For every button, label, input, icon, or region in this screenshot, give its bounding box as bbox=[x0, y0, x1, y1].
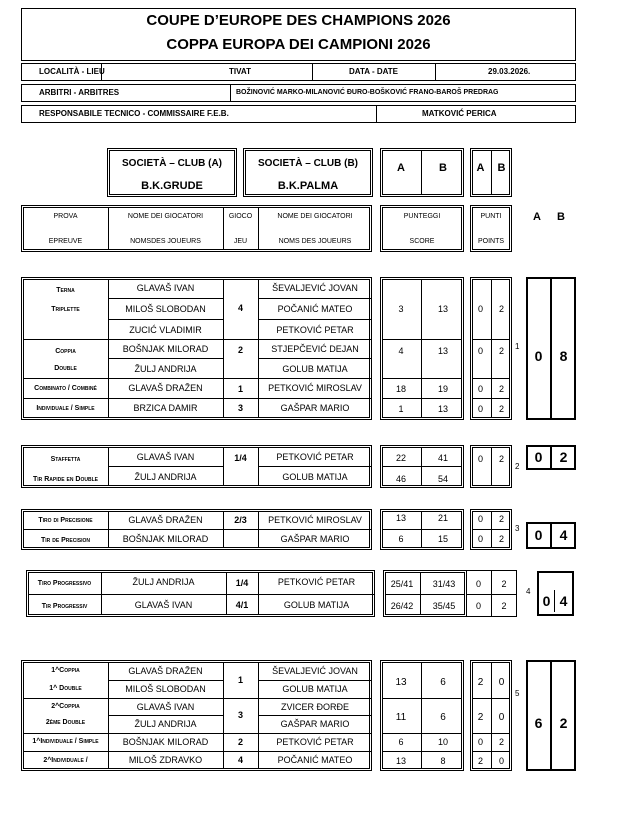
individuale-label: Individuale / Simple bbox=[36, 405, 95, 412]
s1-a-3: BOŠNJAK MILORAD bbox=[122, 344, 209, 354]
s3-score-b-0: 21 bbox=[437, 513, 448, 523]
s5-a-2: GLAVAŠ IVAN bbox=[136, 702, 195, 712]
s4-pts-a-1: 0 bbox=[475, 601, 481, 611]
s5-pts-b-2: 2 bbox=[498, 737, 504, 747]
s4-pts-b-1: 2 bbox=[501, 601, 507, 611]
s1-a-5: GLAVAŠ DRAŽEN bbox=[128, 383, 203, 393]
s5-b-1: GOLUB MATIJA bbox=[282, 684, 348, 694]
s5-score-b-0: 6 bbox=[440, 677, 446, 688]
s2-num: 2 bbox=[515, 462, 520, 471]
s4-b-1: GOLUB MATIJA bbox=[283, 600, 350, 610]
coppia1-label: 1^Coppia bbox=[51, 667, 80, 674]
s3-score-a-1: 6 bbox=[398, 534, 404, 544]
tir-prog-label: Tir Progressiv bbox=[41, 603, 88, 610]
club-b-name: B.K.PALMA bbox=[277, 180, 339, 192]
s2-score-a-1: 46 bbox=[395, 474, 406, 484]
s2-total-a: 0 bbox=[534, 449, 543, 465]
s4-a-0: ŽULJ ANDRIJA bbox=[132, 577, 195, 587]
s1-score-a-3: 1 bbox=[398, 404, 404, 414]
s1-b-4: GOLUB MATIJA bbox=[282, 364, 348, 374]
s5-score-a-3: 13 bbox=[395, 756, 406, 766]
club-a-label: SOCIETÀ – CLUB (A) bbox=[122, 158, 222, 169]
s4-pts-b-0: 2 bbox=[501, 579, 507, 589]
s5-score-a-1: 11 bbox=[395, 712, 407, 723]
s2-a-1: ŽULJ ANDRIJA bbox=[134, 472, 197, 482]
coppia-label: Coppia bbox=[55, 348, 76, 355]
s1-b-5: PETKOVIĆ MIROSLAV bbox=[268, 383, 362, 393]
referees-value: BOŽINOVIĆ MARKO-MILANOVIĆ ĐURO-BOŠKOVIĆ FRANO-BAROŠ PREDRAG bbox=[236, 89, 499, 96]
s1-score-a-1: 4 bbox=[398, 346, 404, 356]
tir-prec-label: Tir de Precision bbox=[41, 537, 90, 544]
title-fr: COUPE D’EUROPE DES CHAMPIONS 2026 bbox=[146, 12, 451, 29]
s5-pts-a-3: 2 bbox=[477, 756, 483, 766]
s5-b-2: ZVICER ĐORĐE bbox=[280, 702, 349, 712]
s5-a-0: GLAVAŠ DRAŽEN bbox=[128, 666, 203, 676]
s1-pts-a-3: 0 bbox=[477, 404, 483, 414]
date-label: DATA - DATE bbox=[348, 67, 399, 76]
s4-score-b-1: 35/45 bbox=[432, 601, 456, 611]
club-b-label: SOCIETÀ – CLUB (B) bbox=[258, 158, 358, 169]
s3-jeu: 2/3 bbox=[234, 515, 247, 525]
ind2-label: 2^Individuale / bbox=[43, 757, 88, 764]
s1-pts-b-3: 2 bbox=[498, 404, 504, 414]
s5-score-a-0: 13 bbox=[395, 677, 407, 688]
s3-pts-b-1: 2 bbox=[498, 534, 504, 544]
epreuve-head: EPREUVE bbox=[48, 238, 83, 245]
s1-b-1: POČANIĆ MATEO bbox=[277, 304, 353, 314]
pts-col-a-head: A bbox=[476, 162, 485, 174]
s4-pts-a-0: 0 bbox=[475, 579, 481, 589]
s5-total-a: 6 bbox=[534, 715, 543, 731]
s1-a-2: ZUCIĆ VLADIMIR bbox=[129, 325, 202, 335]
gioco-head: GIOCO bbox=[228, 213, 253, 220]
s5-b-3: GAŠPAR MARIO bbox=[280, 719, 350, 729]
locality-value: TIVAT bbox=[229, 67, 251, 76]
s5-total-b: 2 bbox=[559, 715, 568, 731]
total-a-head: A bbox=[533, 211, 541, 223]
pts-col-b-head: B bbox=[497, 162, 506, 174]
s2-a-0: GLAVAŠ IVAN bbox=[136, 452, 195, 462]
s4-score-a-1: 26/42 bbox=[390, 601, 414, 611]
s3-total-b: 4 bbox=[559, 527, 568, 543]
s2-b-1: GOLUB MATIJA bbox=[282, 472, 348, 482]
s2-score-b-0: 41 bbox=[437, 453, 448, 463]
s3-a-1: BOŠNJAK MILORAD bbox=[122, 534, 209, 544]
s1-b-3: STJEPČEVIĆ DEJAN bbox=[271, 344, 359, 354]
s3-total-a: 0 bbox=[534, 527, 543, 543]
s5-a-1: MILOŠ SLOBODAN bbox=[125, 684, 206, 694]
s5-jeu-2: 2 bbox=[237, 737, 243, 747]
s1-score-b-0: 13 bbox=[437, 304, 448, 314]
locality-label: LOCALITÀ - LIEU bbox=[39, 67, 105, 76]
score-head: SCORE bbox=[409, 238, 435, 245]
s2-pts-b: 2 bbox=[498, 454, 504, 464]
coppia2-label: 2^Coppia bbox=[51, 703, 80, 710]
s5-score-b-1: 6 bbox=[440, 712, 446, 723]
noms-b-head: NOMS DES JOUEURS bbox=[278, 238, 352, 245]
club-a-name: B.K.GRUDE bbox=[141, 180, 203, 192]
s1-a-0: GLAVAŠ IVAN bbox=[136, 283, 195, 293]
s1-score-b-2: 19 bbox=[437, 384, 448, 394]
combinato-label: Combinato / Combiné bbox=[34, 385, 97, 392]
terna-label: Terna bbox=[56, 287, 75, 294]
s3-pts-b-0: 2 bbox=[498, 514, 504, 524]
s1-score-a-2: 18 bbox=[395, 384, 406, 394]
s2-b-0: PETKOVIĆ PETAR bbox=[276, 452, 354, 462]
s5-b-5: POČANIĆ MATEO bbox=[277, 755, 353, 765]
s5-pts-b-3: 0 bbox=[498, 756, 504, 766]
s4-score-a-0: 25/41 bbox=[390, 579, 414, 589]
s1-pts-a-0: 0 bbox=[477, 304, 483, 314]
s1-pts-a-2: 0 bbox=[477, 384, 483, 394]
noms-a-head: NOMSDES JOUEURS bbox=[130, 238, 201, 245]
s5-a-4: BOŠNJAK MILORAD bbox=[122, 737, 209, 747]
s5-num: 5 bbox=[515, 689, 520, 698]
s1-a-1: MILOŠ SLOBODAN bbox=[125, 304, 206, 314]
s3-pts-a-0: 0 bbox=[477, 514, 483, 524]
punti-head: PUNTI bbox=[480, 213, 502, 220]
s5-score-a-2: 6 bbox=[398, 737, 404, 747]
s1-pts-b-0: 2 bbox=[498, 304, 504, 314]
s5-pts-a-0: 2 bbox=[477, 677, 484, 688]
s5-pts-b-0: 0 bbox=[498, 677, 505, 688]
tir-rapide-label: Tir Rapide en Double bbox=[33, 476, 98, 483]
s5-jeu-0: 1 bbox=[237, 675, 243, 685]
points-head: POINTS bbox=[477, 238, 505, 245]
jeu-head: JEU bbox=[233, 238, 248, 245]
s5-b-4: PETKOVIĆ PETAR bbox=[276, 737, 354, 747]
col-b-head: B bbox=[439, 162, 447, 174]
tech-label: RESPONSABILE TECNICO - COMMISSAIRE F.E.B. bbox=[39, 109, 229, 118]
s4-score-b-0: 31/43 bbox=[432, 579, 456, 589]
s5-score-b-2: 10 bbox=[437, 737, 448, 747]
s5-a-3: ŽULJ ANDRIJA bbox=[134, 719, 197, 729]
tiro-prog-label: Tiro Progressivo bbox=[37, 580, 92, 587]
s2-score-b-1: 54 bbox=[437, 474, 448, 484]
s1-a-6: BRZICA DAMIR bbox=[133, 403, 198, 413]
s1-jeu-2: 1 bbox=[237, 384, 243, 394]
s3-b-1: GAŠPAR MARIO bbox=[280, 534, 350, 544]
s5-jeu-1: 3 bbox=[237, 710, 243, 720]
nome-b-head: NOME DEI GIOCATORI bbox=[277, 213, 353, 220]
s1-total-a: 0 bbox=[534, 348, 543, 364]
s5-pts-a-1: 2 bbox=[477, 712, 484, 723]
s1-pts-b-1: 2 bbox=[498, 346, 504, 356]
s5-jeu-3: 4 bbox=[237, 755, 243, 765]
referees-label: ARBITRI - ARBITRES bbox=[39, 88, 120, 97]
s3-score-a-0: 13 bbox=[395, 513, 406, 523]
prova-head: PROVA bbox=[53, 213, 78, 220]
s2-jeu: 1/4 bbox=[234, 453, 247, 463]
double-label: Double bbox=[54, 365, 77, 372]
s5-a-5: MILOŠ ZDRAVKO bbox=[128, 755, 203, 765]
tiro-prec-label: Tiro di Precisione bbox=[38, 517, 93, 524]
s4-total-b: 4 bbox=[559, 593, 568, 609]
s2-score-a-0: 22 bbox=[395, 453, 406, 463]
s3-pts-a-1: 0 bbox=[477, 534, 483, 544]
s1-b-6: GAŠPAR MARIO bbox=[280, 403, 350, 413]
s1-score-b-1: 13 bbox=[437, 346, 448, 356]
s3-score-b-1: 15 bbox=[437, 534, 448, 544]
triplette-label: Triplette bbox=[51, 306, 80, 313]
s3-a-0: GLAVAŠ DRAŽEN bbox=[128, 515, 203, 525]
punteggi-head: PUNTEGGI bbox=[403, 213, 441, 220]
s1-a-4: ŽULJ ANDRIJA bbox=[134, 364, 197, 374]
double2-label: 2ème Double bbox=[45, 719, 86, 726]
nome-a-head: NOME DEI GIOCATORI bbox=[127, 213, 204, 220]
s1-jeu-1: 2 bbox=[237, 345, 243, 355]
date-value: 29.03.2026. bbox=[488, 67, 531, 76]
tech-value: MATKOVIĆ PERICA bbox=[422, 109, 497, 118]
s1-pts-a-1: 0 bbox=[477, 346, 483, 356]
s5-pts-b-1: 0 bbox=[498, 712, 505, 723]
double1-label: 1^ Double bbox=[49, 685, 82, 692]
s4-total-a: 0 bbox=[542, 593, 551, 609]
s1-jeu-0: 4 bbox=[237, 303, 243, 313]
s4-num: 4 bbox=[526, 587, 531, 596]
s5-score-b-3: 8 bbox=[440, 756, 446, 766]
s1-score-a-0: 3 bbox=[398, 304, 404, 314]
s4-jeu-0: 1/4 bbox=[235, 578, 249, 588]
staffetta-label: Staffetta bbox=[50, 456, 81, 463]
s5-pts-a-2: 0 bbox=[477, 737, 483, 747]
s4-a-1: GLAVAŠ IVAN bbox=[134, 600, 193, 610]
s1-total-b: 8 bbox=[559, 348, 568, 364]
s5-b-0: ŠEVALJEVIĆ JOVAN bbox=[272, 666, 358, 676]
s1-score-b-3: 13 bbox=[437, 404, 448, 414]
s3-b-0: PETKOVIĆ MIROSLAV bbox=[268, 515, 362, 525]
s2-total-b: 2 bbox=[559, 449, 568, 465]
s4-b-0: PETKOVIĆ PETAR bbox=[277, 577, 356, 587]
col-a-head: A bbox=[397, 162, 405, 174]
s1-pts-b-2: 2 bbox=[498, 384, 504, 394]
s1-jeu-3: 3 bbox=[237, 403, 243, 413]
s1-b-0: ŠEVALJEVIĆ JOVAN bbox=[272, 283, 358, 293]
total-b-head: B bbox=[557, 211, 565, 223]
s2-pts-a: 0 bbox=[477, 454, 483, 464]
s1-num: 1 bbox=[515, 342, 520, 351]
s1-b-2: PETKOVIĆ PETAR bbox=[276, 325, 354, 335]
s3-num: 3 bbox=[515, 524, 520, 533]
ind1-label: 1^Individuale / Simple bbox=[32, 738, 99, 745]
title-it: COPPA EUROPA DEI CAMPIONI 2026 bbox=[166, 36, 431, 53]
s4-jeu-1: 4/1 bbox=[235, 600, 249, 610]
